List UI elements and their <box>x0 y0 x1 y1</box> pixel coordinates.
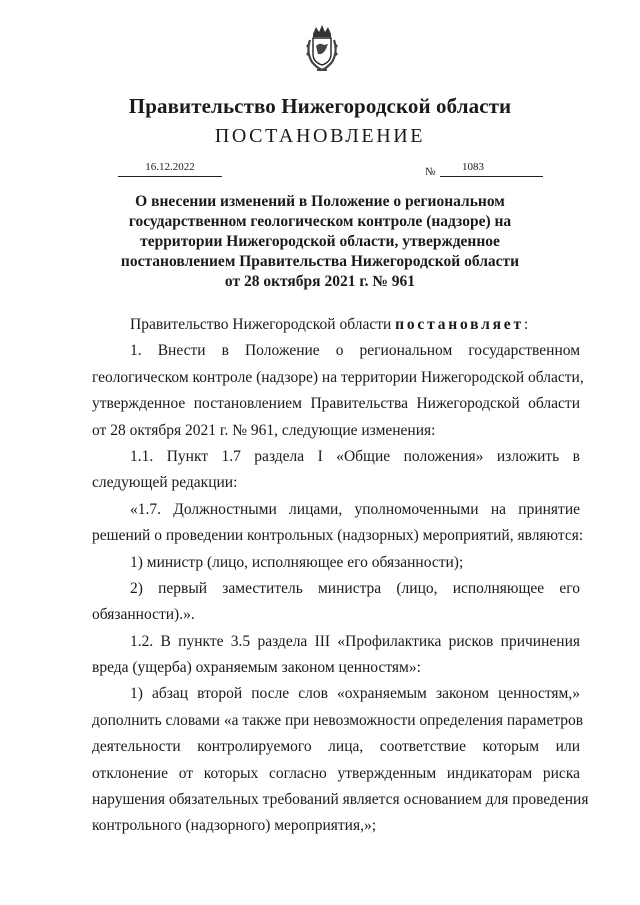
body-line: нарушения обязательных требований является основанием для проведения <box>92 791 589 809</box>
body-line: отклонение от которых согласно утвержденным индикаторам риска <box>92 764 580 782</box>
coat-of-arms-icon <box>302 24 342 74</box>
document-type: ПОСТАНОВЛЕНИЕ <box>214 125 426 147</box>
heading-line: территории Нижегородской области, утвержденное <box>140 233 500 250</box>
body-line: 1. Внести в Положение о региональном государственном <box>130 342 580 360</box>
body-line: вреда (ущерба) охраняемым законом ценностям»: <box>92 659 421 677</box>
intro-colon: : <box>523 316 529 333</box>
body-line: деятельности контролируемого лица, соответствие которым или <box>92 738 580 756</box>
body-line: геологическом контроле (надзоре) на территории Нижегородской области, <box>92 368 584 386</box>
body-line: 2) первый заместитель министра (лицо, исполняющее его <box>130 579 580 597</box>
intro-text: Правительство Нижегородской области <box>130 316 396 333</box>
heading-line: государственном геологическом контроле (надзоре) на <box>128 213 512 230</box>
body-line: решений о проведении контрольных (надзорных) мероприятий, являются: <box>92 527 584 545</box>
number-sign: № <box>425 166 436 178</box>
document-number-field <box>440 160 543 177</box>
body-line: следующей редакции: <box>92 474 238 492</box>
body-line: 1.1. Пункт 1.7 раздела I «Общие положения» изложить в <box>130 447 580 465</box>
body-line: от 28 октября 2021 г. № 961, следующие изменения: <box>92 421 436 439</box>
government-name: Правительство Нижегородской области <box>128 94 512 118</box>
heading-line: О внесении изменений в Положение о региональном <box>135 193 505 210</box>
document-heading <box>100 192 540 292</box>
heading-line: от 28 октября 2021 г. № 961 <box>224 273 416 290</box>
body-line: 1) абзац второй после слов «охраняемым законом ценностям,» <box>130 685 580 703</box>
heading-line: постановлением Правительства Нижегородской области <box>120 253 520 270</box>
intro-emphasis: постановляет <box>395 316 524 333</box>
document-date: 16.12.2022 <box>118 160 222 177</box>
body-line: утвержденное постановлением Правительства Нижегородской области <box>92 395 580 413</box>
document-number: 1083 <box>462 161 484 173</box>
body-line: обязанности).». <box>92 606 195 624</box>
body-line: дополнить словами «а также при невозможности определения параметров <box>92 711 584 729</box>
body-line: «1.7. Должностными лицами, уполномоченными на принятие <box>130 500 580 518</box>
body-line: 1.2. В пункте 3.5 раздела III «Профилактика рисков причинения <box>130 632 580 650</box>
body-line: контрольного (надзорного) мероприятия,»; <box>92 817 377 835</box>
document-body <box>92 312 589 840</box>
intro-line <box>92 312 580 338</box>
body-line: 1) министр (лицо, исполняющее его обязанности); <box>130 553 464 571</box>
